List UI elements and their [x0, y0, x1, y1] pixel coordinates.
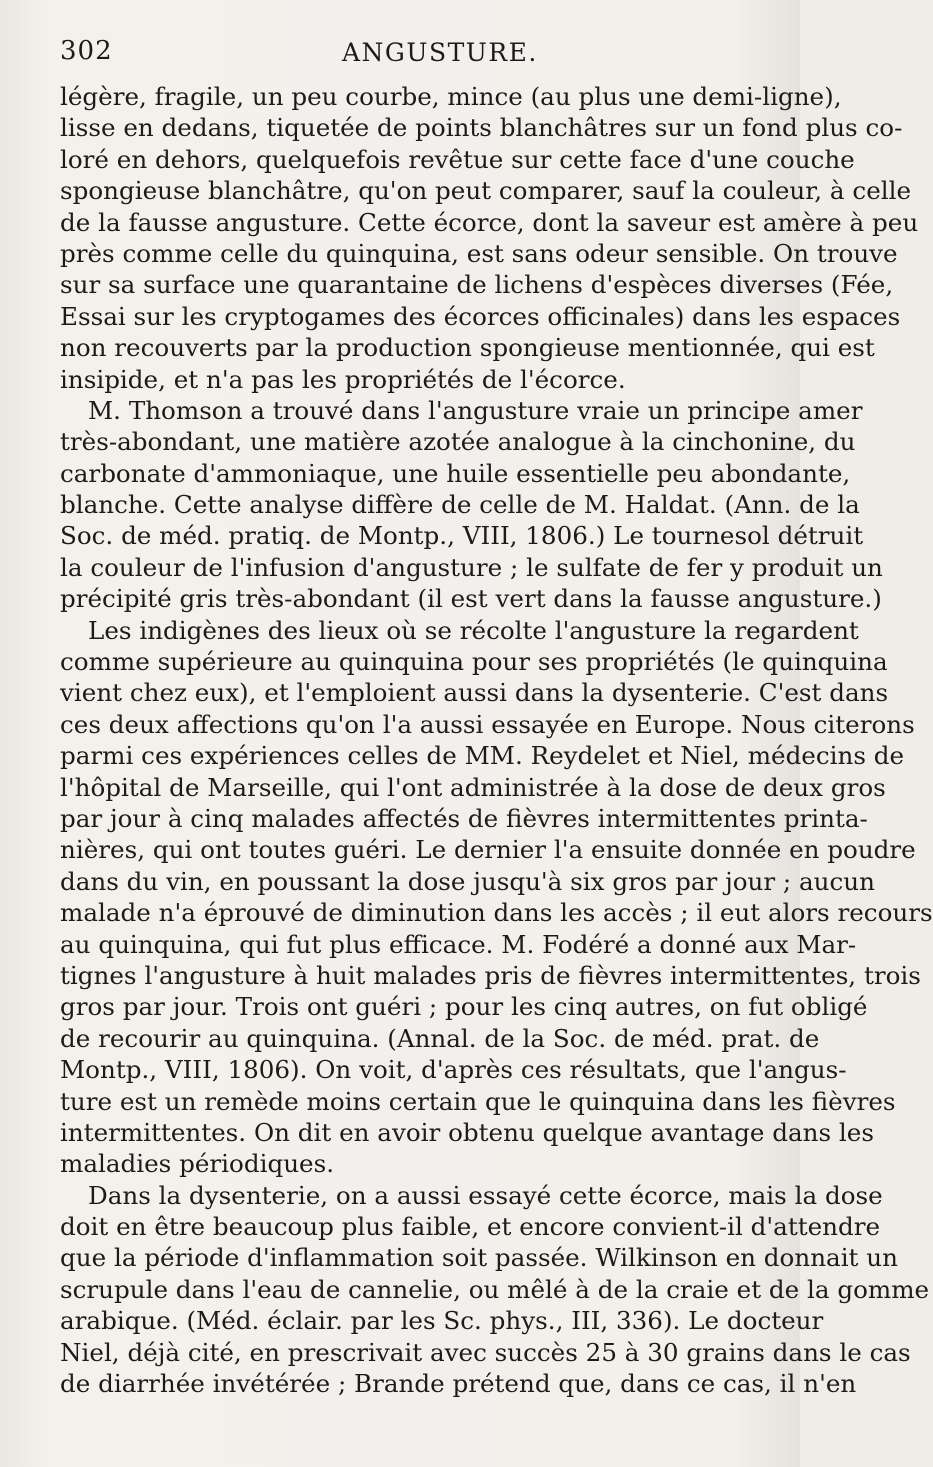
text-line: par jour à cinq malades affectés de fièvres intermittentes printa- [60, 803, 868, 833]
text-line: scrupule dans l'eau de cannelie, ou mêlé à de la craie et de la gomme [60, 1274, 930, 1304]
text-line: vient chez eux), et l'emploient aussi dans la dysenterie. C'est dans [60, 678, 889, 708]
text-line: maladies périodiques. [60, 1149, 335, 1179]
text-line: blanche. Cette analyse diffère de celle de M. Haldat. (Ann. de la [60, 490, 860, 520]
text-line: Niel, déjà cité, en prescrivait avec succès 25 à 30 grains dans le cas [60, 1337, 911, 1367]
text-line: non recouverts par la production spongieuse mentionnée, qui est [60, 333, 875, 363]
text-line: au quinquina, qui fut plus efficace. M. Fodéré a donné aux Mar- [60, 929, 857, 959]
text-line: gros par jour. Trois ont guéri ; pour les cinq autres, on fut obligé [60, 992, 868, 1022]
text-line: insipide, et n'a pas les propriétés de l'écorce. [60, 364, 626, 394]
text-line: de la fausse angusture. Cette écorce, dont la saveur est amère à peu [60, 207, 919, 237]
text-line: que la période d'inflammation soit passée. Wilkinson en donnait un [60, 1243, 898, 1273]
text-line: sur sa surface une quarantaine de lichens d'espèces diverses (Fée, [60, 270, 894, 300]
text-line: précipité gris très-abondant (il est vert dans la fausse angusture.) [60, 584, 882, 614]
paragraph-first-line: Les indigènes des lieux où se récolte l'angusture la regardent [88, 615, 859, 645]
text-line: carbonate d'ammoniaque, une huile essentielle peu abondante, [60, 458, 851, 488]
text-line: spongieuse blanchâtre, qu'on peut comparer, sauf la couleur, à celle [60, 176, 912, 206]
text-line: près comme celle du quinquina, est sans odeur sensible. On trouve [60, 238, 898, 268]
text-line: parmi ces expériences celles de MM. Reydelet et Niel, médecins de [60, 741, 905, 771]
text-line: malade n'a éprouvé de diminution dans les accès ; il eut alors recours [60, 898, 933, 928]
text-line: l'hôpital de Marseille, qui l'ont administrée à la dose de deux gros [60, 772, 886, 802]
body-text [60, 81, 933, 1399]
text-line: ces deux affections qu'on l'a aussi essayée en Europe. Nous citerons [60, 709, 915, 739]
text-line: légère, fragile, un peu courbe, mince (au plus une demi-ligne), [60, 82, 842, 111]
text-line: lisse en dedans, tiquetée de points blanchâtres sur un fond plus co- [60, 113, 903, 143]
text-line: loré en dehors, quelquefois revêtue sur cette face d'une couche [60, 144, 855, 174]
text-line: Soc. de méd. pratiq. de Montp., VIII, 1806.) Le tournesol détruit [60, 521, 864, 551]
text-line: Montp., VIII, 1806). On voit, d'après ces résultats, que l'angus- [60, 1055, 847, 1085]
text-line: intermittentes. On dit en avoir obtenu quelque avantage dans les [60, 1117, 874, 1147]
page-number: 302 [60, 36, 113, 66]
text-line: comme supérieure au quinquina pour ses propriétés (le quinquina [60, 647, 888, 677]
text-line: de diarrhée invétérée ; Brande prétend que, dans ce cas, il n'en [60, 1369, 857, 1399]
running-head: ANGUSTURE. [342, 38, 538, 67]
text-line: de recourir au quinquina. (Annal. de la Soc. de méd. prat. de [60, 1023, 820, 1053]
paragraph-first-line: M. Thomson a trouvé dans l'angusture vraie un principe amer [88, 395, 863, 425]
text-line: arabique. (Méd. éclair. par les Sc. phys., III, 336). Le docteur [60, 1306, 824, 1336]
page-header [60, 34, 800, 74]
text-line: doit en être beaucoup plus faible, et encore convient-il d'attendre [60, 1212, 881, 1242]
text-line: nières, qui ont toutes guéri. Le dernier l'a ensuite donnée en poudre [60, 835, 916, 865]
text-line: dans du vin, en poussant la dose jusqu'à six gros par jour ; aucun [60, 866, 875, 896]
text-line: Essai sur les cryptogames des écorces officinales) dans les espaces [60, 301, 901, 331]
text-line: ture est un remède moins certain que le quinquina dans les fièvres [60, 1086, 896, 1116]
text-line: tignes l'angusture à huit malades pris de fièvres intermittentes, trois [60, 960, 921, 990]
text-line: très-abondant, une matière azotée analogue à la cinchonine, du [60, 427, 856, 457]
text-line: la couleur de l'infusion d'angusture ; le sulfate de fer y produit un [60, 552, 883, 582]
paragraph-first-line: Dans la dysenterie, on a aussi essayé cette écorce, mais la dose [88, 1180, 883, 1210]
